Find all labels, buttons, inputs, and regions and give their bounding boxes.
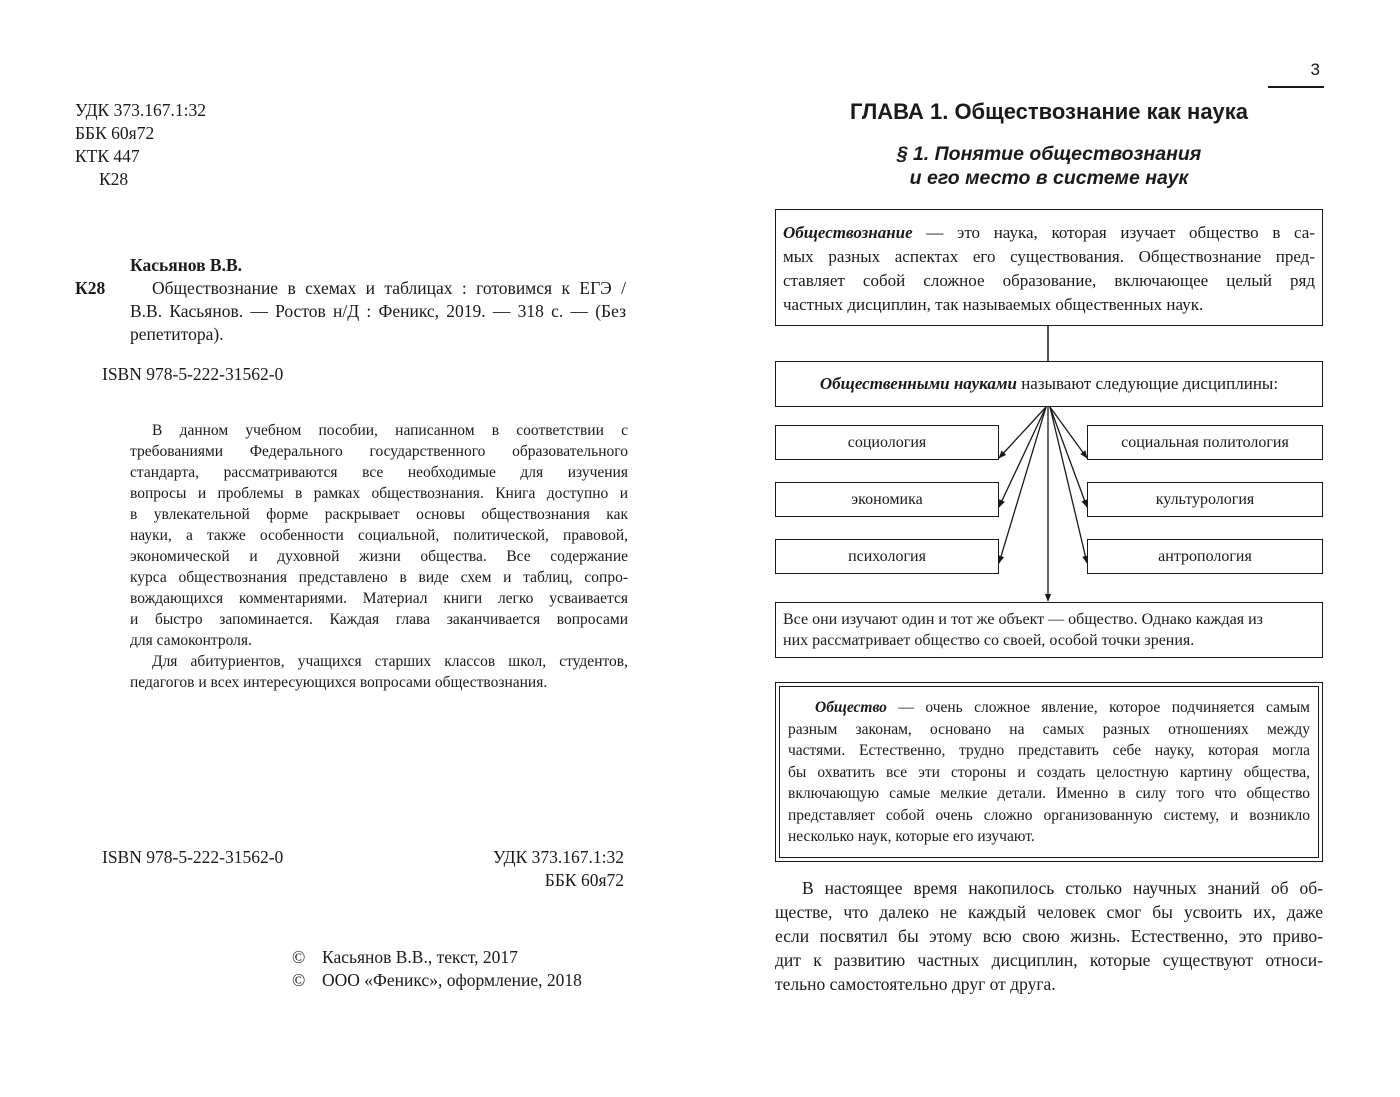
discipline-sociology: социология [775,425,999,460]
conclusion-line: них рассматривает общество со своей, особой точки зрения. [783,632,1195,649]
society-line [788,697,1310,719]
annotation-line: требованиями Федерального государственного образовательного [130,443,628,460]
footer-udk: УДК 373.167.1:32 [493,847,624,867]
society-text-start: — очень сложное явление, которое подчиняется самым [886,699,1310,716]
copyright-text: Касьянов В.В., текст, 2017 [322,947,518,967]
social-sciences-box [775,361,1323,407]
body-line: тельно самостоятельно друг от друга. [775,974,1056,994]
social-sciences-text: называют следующие дисциплины: [1016,374,1279,393]
copyright-symbol: © [292,947,306,967]
annotation-line: вождающихся комментариями. Материал книги легко усваивается [130,590,628,607]
discipline-economics: экономика [775,482,999,517]
social-sciences-term: Общественными науками [819,374,1017,393]
isbn: ISBN 978-5-222-31562-0 [102,364,284,384]
society-line: представляет собой очень сложно организованную систему, и возникло [788,806,1310,824]
arrow-to-culturology [1050,407,1087,507]
definition-line: ставляет собой сложное образование, включающее целый ряд [783,271,1315,290]
definition-line: частных дисциплин, так называемых общественных наук. [783,295,1204,314]
society-box [775,682,1323,862]
page-number: 3 [1310,60,1320,79]
annotation-line: курса обществознания представлено в виде схем и таблиц, сопро- [130,569,628,586]
body-line: ществе, что далеко не каждый человек смог бы усвоить их, даже [775,902,1323,922]
section-title-line: и его место в системе наук [909,167,1189,189]
society-line: несколько наук, которые его изучают. [788,828,1035,845]
definition-line: мых разных аспектах его существования. Обществознание пред- [783,247,1315,266]
conclusion-box [775,602,1323,658]
society-line: частями. Естественно, трудно представить себе науку, которая могла [788,742,1310,759]
annotation-line: стандарта, рассматриваются все необходимые для изучения [130,464,628,481]
annotation-line: для самоконтроля. [130,632,252,649]
author-name: Касьянов В.В. [130,255,243,275]
copyright-text: ООО «Феникс», оформление, 2018 [322,970,582,990]
body-line: если посвятил бы этому всю свою жизнь. Естественно, это приво- [775,926,1323,946]
society-text [788,697,1310,848]
annotation-line: В данном учебном пособии, написанном в соответствии с [152,422,628,439]
author-mark: К28 [99,169,129,189]
definition-term: Обществознание [783,223,913,242]
society-line: разным законам, основано на самых разных отношениях между [788,720,1310,738]
section-title-line: § 1. Понятие обществознания [896,143,1202,165]
bib-line: В.В. Касьянов. — Ростов н/Д : Феникс, 2019. — 318 с. — (Без [130,301,626,321]
body-line: дит к развитию частных дисциплин, которые существуют относи- [775,950,1323,970]
bib-line: репетитора). [130,324,224,344]
catalog-code: К28 [75,278,106,298]
ktk-code: КТК 447 [75,146,140,166]
udk-code: УДК 373.167.1:32 [75,100,206,120]
annotation-line: в увлекательной форме раскрывает основы обществознания как [130,506,628,523]
discipline-psychology: психология [775,539,999,574]
audience-line: Для абитуриентов, учащихся старших классов школ, студентов, [152,653,628,670]
conclusion-line: Все они изучают один и тот же объект — общество. Однако каждая из [783,611,1263,628]
body-paragraph [775,876,1323,996]
annotation-line: экономической и духовной жизни общества. Все содержание [130,548,628,565]
discipline-culturology: культурология [1087,482,1323,517]
annotation-line: науки, а также особенности социальной, политической, правовой, [130,527,628,544]
copyright-symbol: © [292,970,306,990]
definition-line [783,221,1315,245]
definition-box [775,209,1323,326]
arrow-to-anthropology [1050,407,1087,563]
bbk-code: ББК 60я72 [75,123,155,143]
bib-line: Обществознание в схемах и таблицах : готовимся к ЕГЭ / [152,278,626,298]
chapter-title: ГЛАВА 1. Обществознание как наука [849,99,1249,124]
body-line: В настоящее время накопилось столько научных знаний об об- [802,878,1323,898]
discipline-anthropology: антропология [1087,539,1323,574]
footer-isbn: ISBN 978-5-222-31562-0 [102,847,284,867]
footer-bbk: ББК 60я72 [544,870,624,890]
annotation-line: и быстро запоминается. Каждая глава заканчивается вопросами [130,611,628,628]
arrow-to-psychology [999,407,1046,563]
society-line: включающую самые мелкие детали. Именно в силу того что общество [788,785,1310,802]
definition-text: — это наука, которая изучает общество в са- [912,223,1315,242]
discipline-politology: социальная политология [1087,425,1323,460]
annotation-line: вопросы и проблемы в рамках обществознания. Книга доступно и [130,485,628,502]
society-term: Общество [815,699,887,716]
arrow-to-economics [999,407,1046,507]
audience-line: педагогов и всех интересующихся вопросами обществознания. [130,674,548,691]
society-line: бы охватить все эти стороны и создать целостную картину общества, [788,763,1310,781]
